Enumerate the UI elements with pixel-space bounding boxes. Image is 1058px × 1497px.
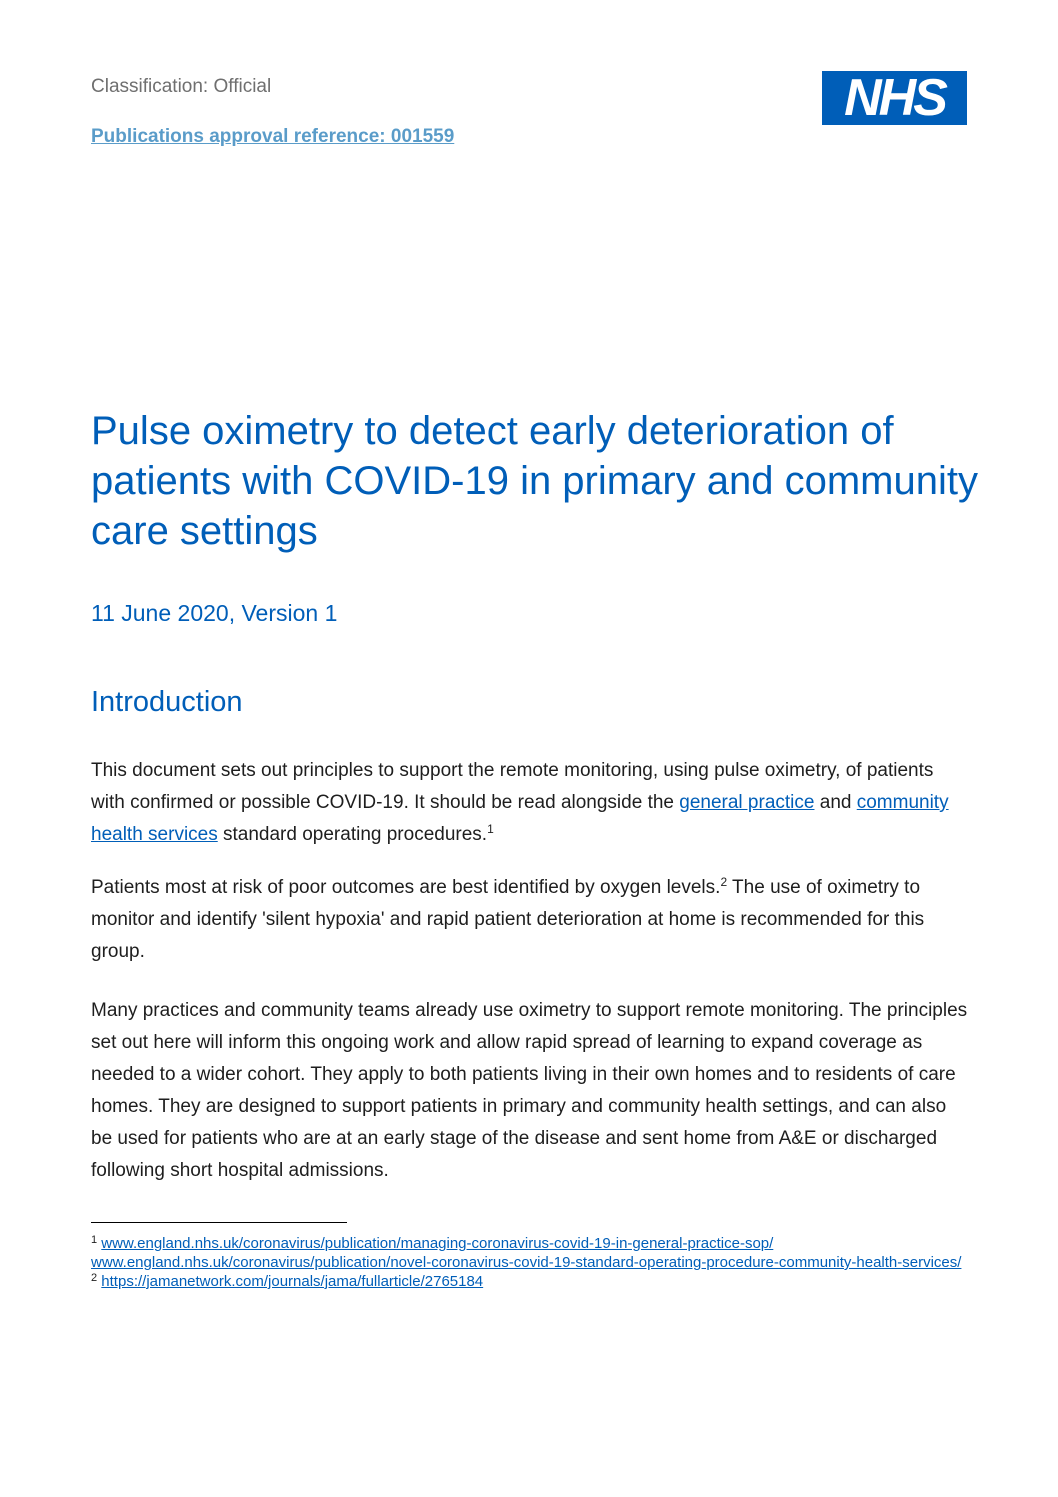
footnote-2-link-jama[interactable]: https://jamanetwork.com/journals/jama/fullarticle/2765184 bbox=[101, 1273, 484, 1290]
footnote-1-continued bbox=[91, 1253, 971, 1272]
paragraph-1-text-middle: and bbox=[814, 792, 857, 813]
paragraph-2-text-end: The use of oximetry to monitor and identify 'silent hypoxia' and rapid patient deterioration at home is recommended for this group. bbox=[91, 877, 925, 962]
paragraph-1 bbox=[91, 755, 971, 851]
paragraph-2-text-start: Patients most at risk of poor outcomes are best identified by oxygen levels. bbox=[91, 877, 721, 898]
footnote-2 bbox=[91, 1272, 971, 1291]
document-date: 11 June 2020, Version 1 bbox=[91, 600, 338, 626]
footnote-1-link-community-health[interactable]: www.england.nhs.uk/coronavirus/publication/novel-coronavirus-covid-19-standard-operating-procedure-community-health-services/ bbox=[91, 1254, 962, 1271]
publication-reference-link[interactable]: Publications approval reference: 001559 bbox=[91, 126, 455, 147]
classification-label: Classification: Official bbox=[91, 76, 272, 97]
section-heading-introduction: Introduction bbox=[91, 686, 243, 718]
footnote-1-link-general-practice[interactable]: www.england.nhs.uk/coronavirus/publication/managing-coronavirus-covid-19-in-general-practice-sop/ bbox=[101, 1235, 774, 1252]
paragraph-1-text-end: standard operating procedures. bbox=[217, 824, 488, 845]
community-health-services-link[interactable]: community health services bbox=[91, 792, 949, 845]
footnote-ref-1: 1 bbox=[487, 822, 494, 836]
footnote-2-number: 2 bbox=[91, 1272, 98, 1284]
footnote-1 bbox=[91, 1234, 971, 1253]
paragraph-1-text-start: This document sets out principles to support the remote monitoring, using pulse oximetry, of patients with confirmed or possible COVID-19. It should be read alongside the bbox=[91, 760, 934, 813]
footnote-1-number: 1 bbox=[91, 1234, 98, 1246]
nhs-logo-text: NHS bbox=[844, 69, 945, 127]
paragraph-2 bbox=[91, 872, 971, 968]
general-practice-link[interactable]: general practice bbox=[679, 792, 815, 813]
footnote-divider bbox=[91, 1222, 347, 1223]
footnote-ref-2: 2 bbox=[720, 875, 728, 889]
document-title: Pulse oximetry to detect early deterioration of patients with COVID-19 in primary and community care settings bbox=[91, 409, 978, 553]
nhs-logo bbox=[822, 71, 967, 125]
paragraph-3: Many practices and community teams already use oximetry to support remote monitoring. The principles set out here will inform this ongoing work and allow rapid spread of learning to expand coverage as needed to a wider cohort. They apply to both patients living in their own homes and to residents of care homes. They are designed to support patients in primary and community health settings, and can also be used for patients who are at an early stage of the disease and sent home from A&E or discharged following short hospital admissions. bbox=[91, 1000, 968, 1181]
footnotes bbox=[91, 1234, 971, 1291]
